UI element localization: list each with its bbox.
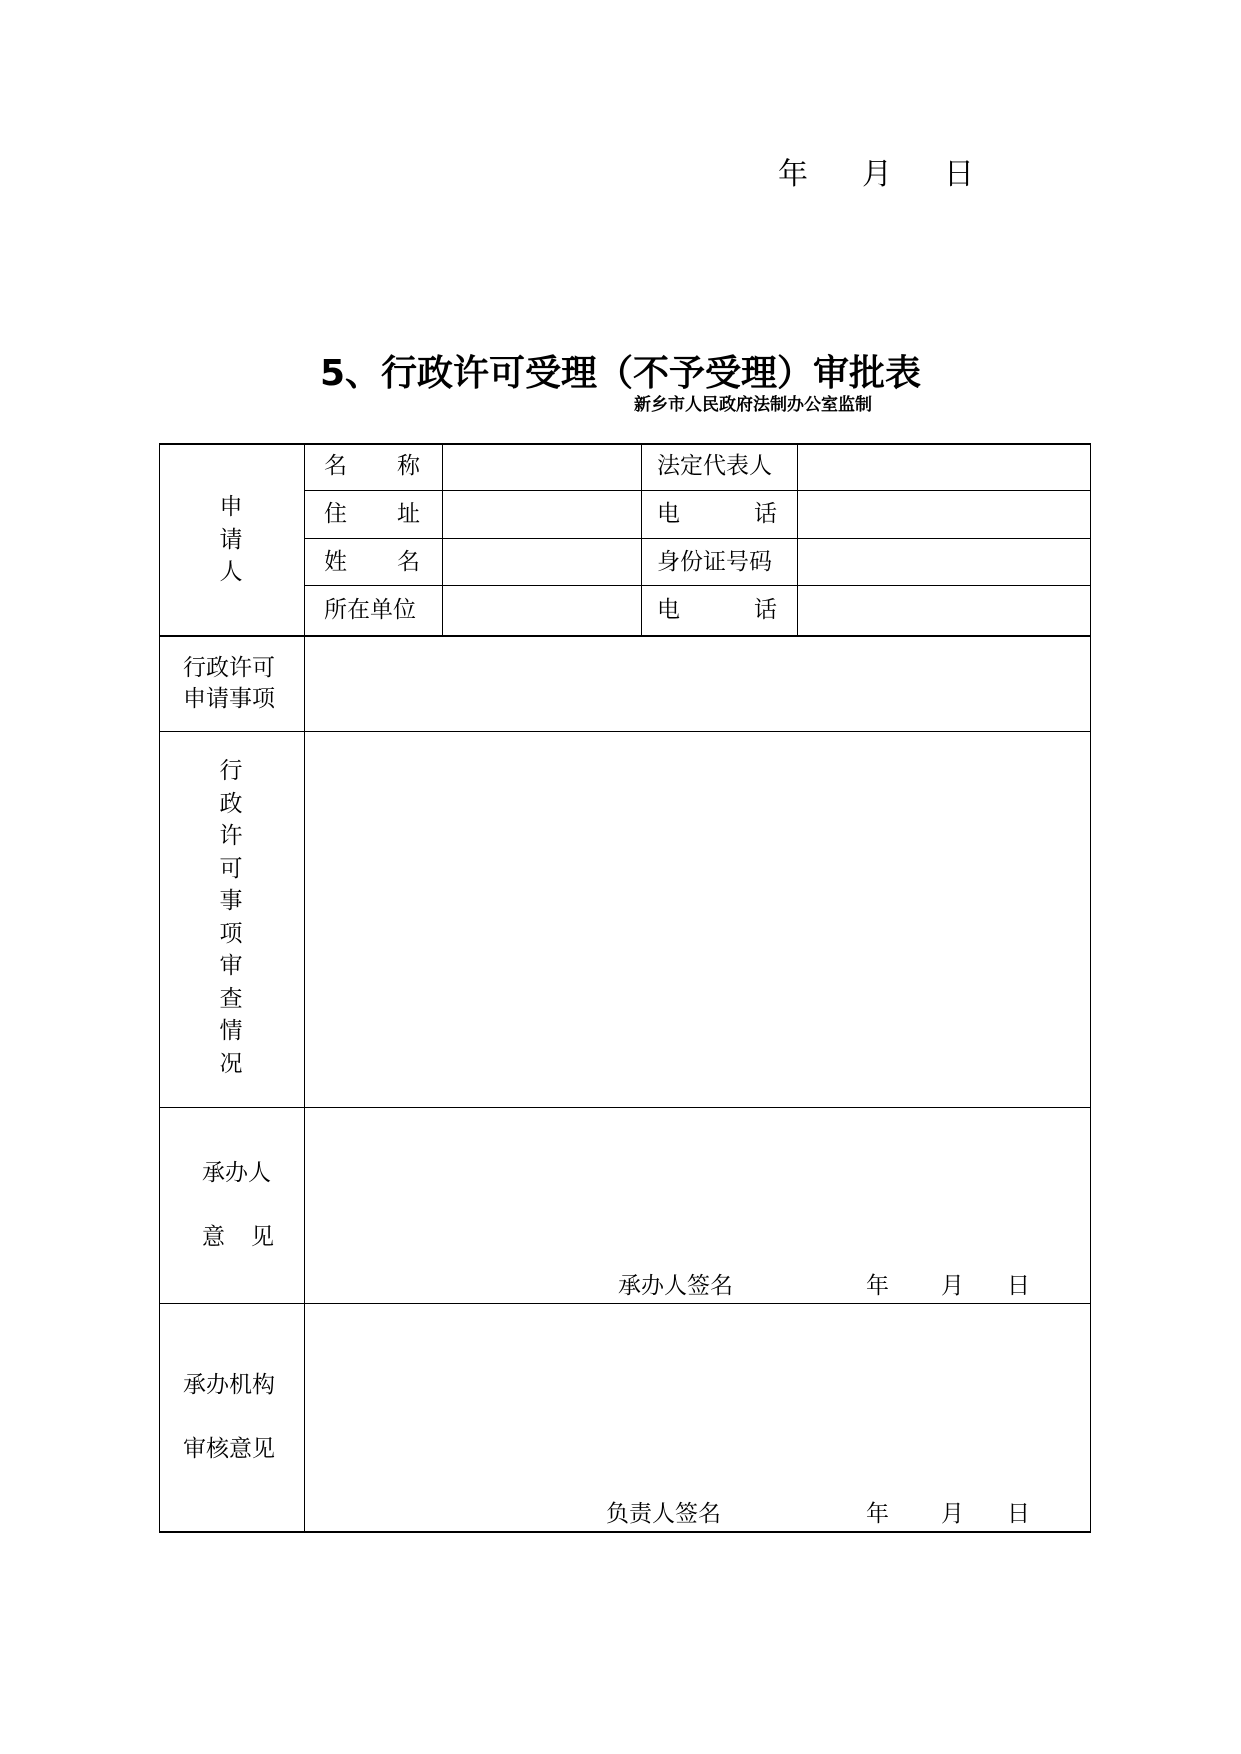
table-border-bottom [159,1531,1091,1533]
phone-label: 电 话 [657,501,777,527]
row-divider [304,538,1091,539]
section-divider [159,1303,1091,1304]
table-border-left [159,443,160,1532]
section-divider [159,731,1091,732]
column-divider [797,443,798,636]
handler-date-year: 年 [866,1273,889,1299]
handler-date-day: 日 [1007,1273,1030,1299]
section-divider [159,1107,1091,1108]
label-column-divider [304,443,305,1532]
handler-date-month: 月 [941,1273,964,1299]
review-section-label: 行 政 许 可 事 项 审 查 情 况 [219,758,243,1077]
form-title: 5、行政许可受理（不予受理）审批表 [319,353,922,394]
column-divider [641,443,642,636]
agency-signature-label: 负责人签名 [606,1501,721,1527]
person-name-label: 姓 名 [324,549,420,575]
application-matter-label-line1: 行政许可 [183,655,275,681]
name-label: 名 称 [324,453,420,479]
form-subtitle: 新乡市人民政府法制办公室监制 [634,395,872,415]
id-number-label: 身份证号码 [657,549,772,575]
section-divider [159,635,1091,637]
agency-opinion-label-line2: 审核意见 [183,1436,275,1462]
phone-label-2: 电 话 [657,597,777,623]
row-divider [304,490,1091,491]
handler-signature-label: 承办人签名 [618,1273,733,1299]
handler-opinion-label-line1: 承办人 [202,1160,271,1186]
column-divider [442,443,443,636]
agency-date-year: 年 [866,1501,889,1527]
handler-opinion-label-line2: 意 见 [202,1224,274,1250]
table-border-right [1090,443,1091,1532]
header-date-day: 日 [944,157,974,192]
row-divider [304,585,1091,586]
header-date-month: 月 [862,157,892,192]
agency-date-day: 日 [1007,1501,1030,1527]
applicant-section-label: 申 请 人 [219,494,243,585]
agency-date-month: 月 [941,1501,964,1527]
header-date-year: 年 [778,157,808,192]
legal-representative-label: 法定代表人 [657,453,772,479]
address-label: 住 址 [324,501,420,527]
work-unit-label: 所在单位 [324,597,416,623]
table-border-top [159,443,1091,445]
agency-opinion-label-line1: 承办机构 [183,1372,275,1398]
application-matter-label-line2: 申请事项 [183,686,275,712]
